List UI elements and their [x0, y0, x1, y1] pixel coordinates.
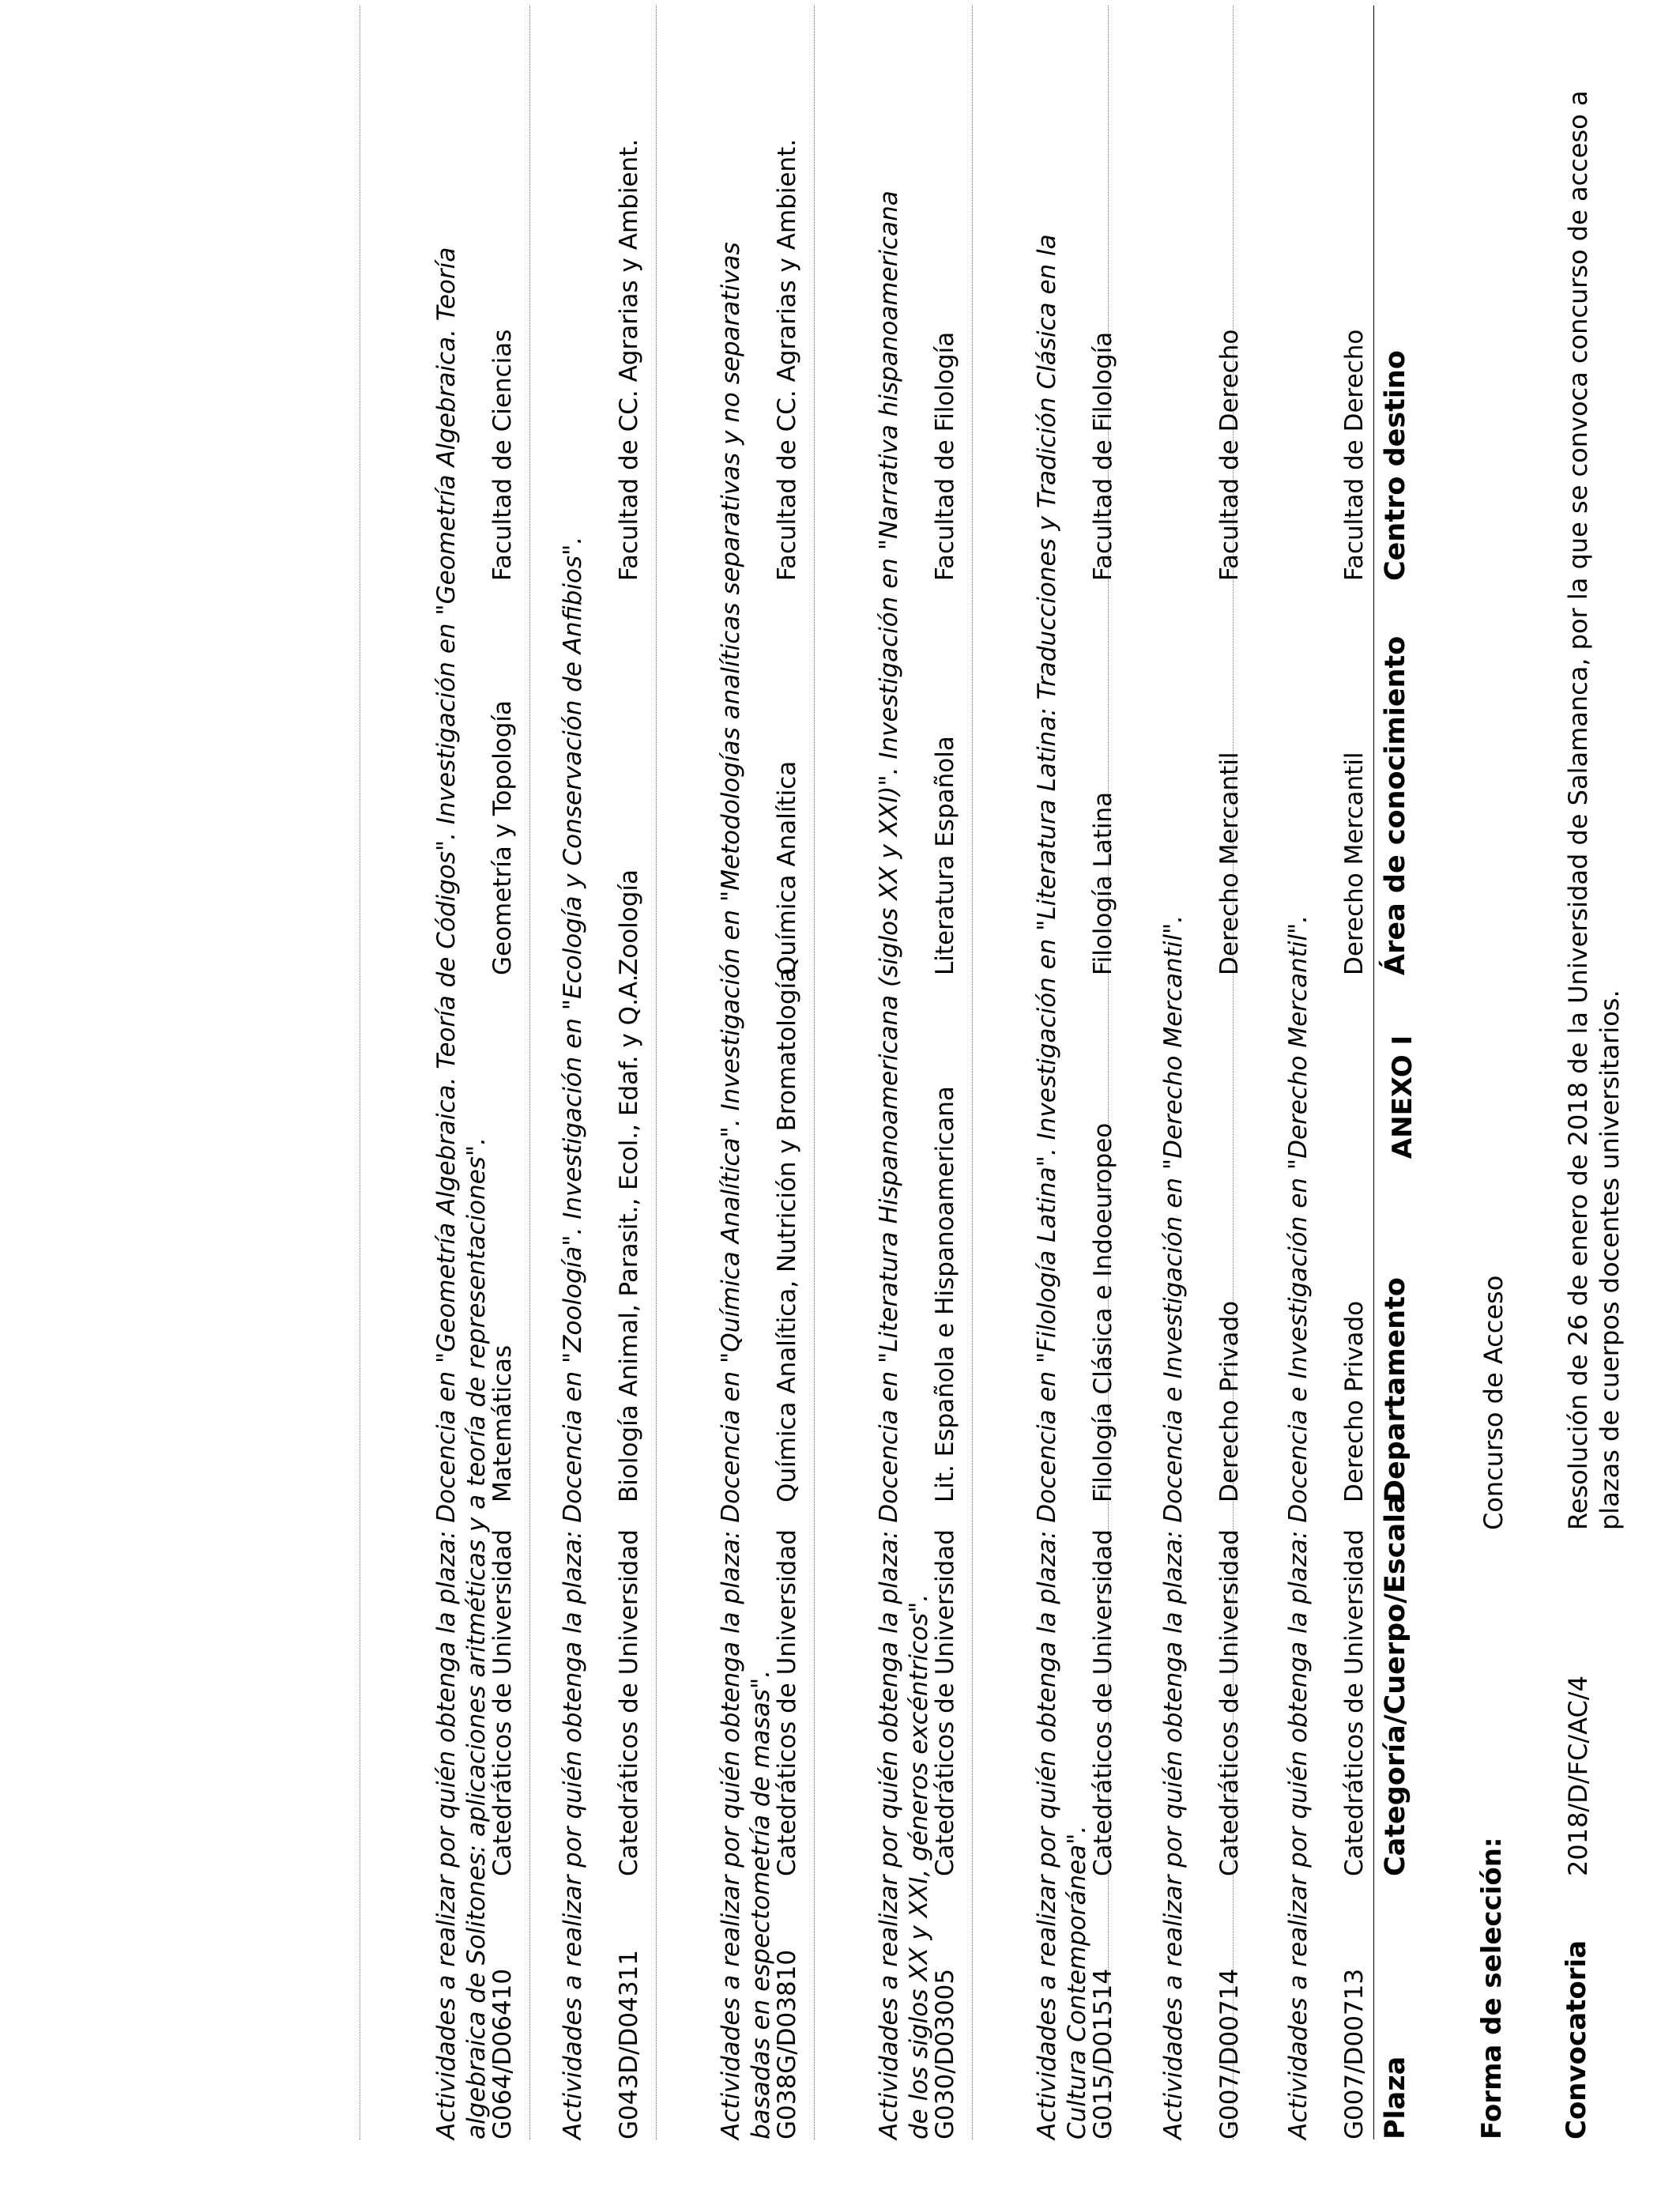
cell-departamento: Biología Animal, Parasit., Ecol., Edaf. y Q.A.: [615, 974, 643, 1502]
cell-categoria: Catedráticos de Universidad: [773, 1529, 801, 1876]
cell-plaza: G030/D03005: [931, 1968, 959, 2139]
cell-plaza: G038G/D03810: [773, 1949, 801, 2139]
cell-actividades: Actividades a realizar por quién obtenga la plaza: Docencia e Investigación en "Derecho Mercantil".: [1159, 914, 1188, 2139]
page-title: ANEXO I: [1387, 1035, 1418, 1159]
cell-centro: Facultad de Filología: [931, 331, 959, 581]
cell-actividades: Actividades a realizar por quién obtenga la plaza: Docencia e Investigación en "Derecho Mercantil".: [1284, 914, 1313, 2139]
row-divider: [972, 6, 973, 2139]
col-head-centro: Centro destino: [1380, 350, 1411, 581]
convocatoria-description: Resolución de 26 de enero de 2018 de la Universidad de Salamanca, por la que se convoca concurso de acceso a plazas de cuerpos docentes universitarios.: [1563, 90, 1625, 1530]
cell-plaza: G007/D00713: [1340, 1968, 1369, 2139]
cell-departamento: Derecho Privado: [1215, 1300, 1244, 1502]
cell-area: Literatura Española: [931, 736, 959, 975]
cell-area: Geometría y Topología: [488, 699, 517, 975]
cell-centro: Facultad de CC. Agrarias y Ambient.: [615, 138, 643, 581]
cell-centro: Facultad de CC. Agrarias y Ambient.: [773, 138, 801, 581]
col-head-departamento: Departamento: [1380, 1277, 1411, 1502]
cell-categoria: Catedráticos de Universidad: [1340, 1529, 1369, 1876]
cell-centro: Facultad de Derecho: [1215, 329, 1244, 581]
cell-actividades: Actividades a realizar por quién obtenga la plaza: Docencia en "Literatura Hispanoamericana (siglos XX y XXI)". Investigación en "Narrativa hispanoamericana de los siglos XX y XXI, géneros excéntricos".: [875, 190, 933, 2139]
col-head-categoria: Categoría/Cuerpo/Escala: [1380, 1495, 1411, 1876]
row-divider: [814, 6, 815, 2139]
row-divider: [529, 6, 530, 2139]
cell-area: Zoología: [615, 869, 643, 975]
col-head-area: Área de conocimiento: [1380, 635, 1411, 975]
cell-area: Filología Latina: [1089, 791, 1117, 975]
forma-seleccion-label: Forma de selección:: [1476, 1837, 1508, 2139]
cell-plaza: G043D/D04311: [615, 1950, 643, 2139]
cell-categoria: Catedráticos de Universidad: [1089, 1529, 1117, 1876]
cell-departamento: Lit. Española e Hispanoamericana: [931, 1086, 959, 1502]
convocatoria-label: Convocatoria: [1561, 1940, 1592, 2139]
row-divider: [656, 6, 657, 2139]
cell-plaza: G015/D01514: [1089, 1968, 1117, 2139]
forma-seleccion-value: Concurso de Acceso: [1478, 1275, 1509, 1530]
cell-categoria: Catedráticos de Universidad: [488, 1529, 517, 1876]
cell-actividades: Actividades a realizar por quién obtenga la plaza: Docencia en "Filología Latina". Investigación en "Literatura Latina: Traducciones y Tradición Clásica en la Cultura Contemporánea".: [1033, 234, 1091, 2139]
cell-departamento: Matemáticas: [488, 1344, 517, 1502]
cell-centro: Facultad de Filología: [1089, 331, 1117, 581]
cell-departamento: Filología Clásica e Indoeuropeo: [1089, 1122, 1117, 1502]
cell-area: Química Analítica: [773, 760, 801, 975]
cell-centro: Facultad de Ciencias: [488, 329, 517, 581]
cell-area: Derecho Mercantil: [1215, 752, 1244, 975]
convocatoria-code: 2018/D/FC/AC/4: [1563, 1676, 1593, 1876]
cell-categoria: Catedráticos de Universidad: [615, 1529, 643, 1876]
cell-actividades: Actividades a realizar por quién obtenga la plaza: Docencia en "Química Analítica". Investigación en "Metodologías analíticas separativas y no separativas basadas en espectometría de masas".: [717, 242, 775, 2139]
header-rule: [1373, 6, 1374, 2139]
cell-departamento: Derecho Privado: [1340, 1300, 1369, 1502]
col-head-plaza: Plaza: [1380, 2056, 1411, 2139]
cell-categoria: Catedráticos de Universidad: [931, 1529, 959, 1876]
cell-actividades: Actividades a realizar por quién obtenga la plaza: Docencia en "Zoología". Investigación en "Ecología y Conservación de Anfibios".: [559, 536, 587, 2139]
cell-area: Derecho Mercantil: [1340, 752, 1369, 975]
cell-plaza: G064/D06410: [488, 1968, 517, 2139]
cell-actividades: Actividades a realizar por quién obtenga la plaza: Docencia en "Geometría Algebraica. Teoría de Códigos". Investigación en "Geometría Algebraica. Teoría algebraica de Solitones: aplicaciones aritméticas y a teoría de representaciones".: [432, 247, 491, 2139]
cell-plaza: G007/D00714: [1215, 1968, 1244, 2139]
cell-departamento: Química Analítica, Nutrición y Bromatología: [773, 967, 801, 1502]
cell-centro: Facultad de Derecho: [1340, 329, 1369, 581]
cell-categoria: Catedráticos de Universidad: [1215, 1529, 1244, 1876]
